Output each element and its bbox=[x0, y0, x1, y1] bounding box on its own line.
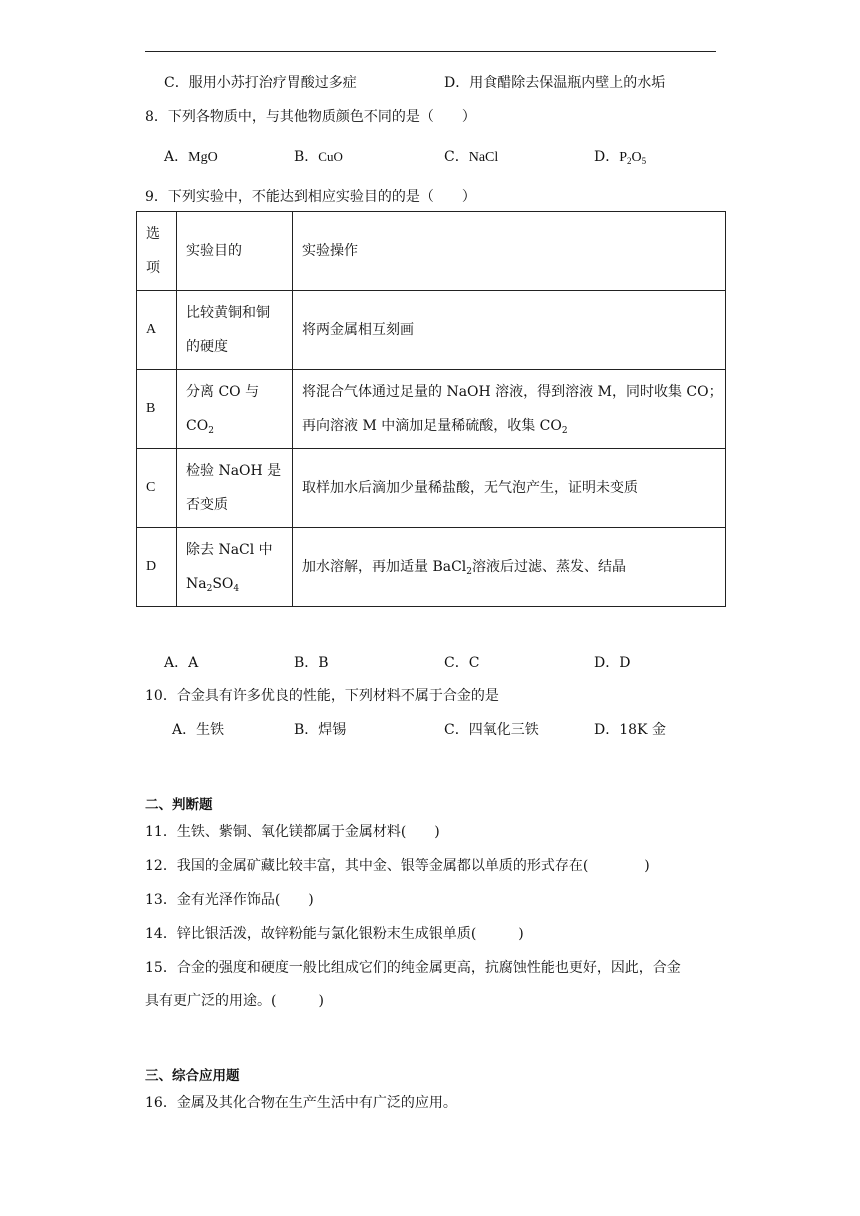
list-item: 13．金有光泽作饰品( ) bbox=[145, 892, 314, 908]
row-goal bbox=[177, 291, 293, 370]
formula-so: SO bbox=[212, 576, 234, 592]
row-key: C bbox=[137, 449, 177, 528]
q8-option-a bbox=[164, 146, 218, 166]
list-item: 14．锌比银活泼，故锌粉能与氯化银粉末生成银单质( ) bbox=[145, 926, 524, 942]
q8-option-b-letter: B． bbox=[294, 149, 319, 165]
q8-option-a-letter: A． bbox=[164, 149, 189, 165]
goal-line1: 分离 CO 与 bbox=[186, 384, 260, 400]
formula-sub-2: 2 bbox=[627, 156, 632, 166]
q8-option-d-letter: D． bbox=[594, 149, 620, 165]
goal-line2 bbox=[186, 418, 214, 434]
row-goal bbox=[177, 370, 293, 449]
row-goal bbox=[177, 449, 293, 528]
q7-option-d: D．用食醋除去保温瓶内壁上的水垢 bbox=[444, 75, 666, 91]
formula-sub: 2 bbox=[208, 426, 214, 436]
q9-option-c: C．C bbox=[444, 655, 480, 671]
table-row bbox=[137, 291, 726, 370]
list-item-continuation: 具有更广泛的用途。( ) bbox=[145, 993, 324, 1009]
header-goal: 实验目的 bbox=[177, 212, 293, 291]
q8-option-c-text: NaCl bbox=[468, 150, 499, 165]
q10-option-c: C．四氧化三铁 bbox=[444, 722, 539, 738]
table-row bbox=[137, 370, 726, 449]
operation-line2-text: 再向溶液 M 中滴加足量稀硫酸，收集 CO bbox=[302, 418, 562, 434]
operation-line2 bbox=[302, 418, 568, 434]
goal-line1: 检验 NaOH 是 bbox=[186, 463, 282, 479]
row-operation: 取样加水后滴加少量稀盐酸，无气泡产生，证明未变质 bbox=[293, 449, 726, 528]
row-operation bbox=[293, 370, 726, 449]
formula-co: CO bbox=[186, 418, 209, 434]
q8-stem: 8．下列各物质中，与其他物质颜色不同的是（ ） bbox=[145, 109, 476, 125]
list-item: 12．我国的金属矿藏比较丰富，其中金、银等金属都以单质的形式存在( ) bbox=[145, 858, 650, 874]
header-rule bbox=[145, 51, 716, 52]
q8-option-d bbox=[594, 146, 646, 166]
q10-option-d: D．18K 金 bbox=[594, 722, 666, 738]
goal-line1: 比较黄铜和铜 bbox=[186, 305, 270, 321]
q9-option-d: D．D bbox=[594, 655, 631, 671]
q10-option-b: B．焊锡 bbox=[294, 722, 347, 738]
goal-line2: 的硬度 bbox=[186, 339, 228, 355]
section3-title: 三、综合应用题 bbox=[145, 1068, 240, 1084]
header-option-line2: 项 bbox=[146, 260, 160, 276]
formula-sub: 2 bbox=[466, 567, 473, 577]
q8-option-a-text: MgO bbox=[188, 150, 218, 165]
header-option bbox=[137, 212, 177, 291]
section2-title: 二、判断题 bbox=[145, 797, 213, 813]
q8-option-b-text: CuO bbox=[318, 149, 343, 164]
formula-o: O bbox=[631, 150, 642, 165]
row-operation bbox=[293, 528, 726, 607]
goal-line2: 否变质 bbox=[186, 497, 228, 513]
list-item: 11．生铁、紫铜、氧化镁都属于金属材料( ) bbox=[145, 824, 440, 840]
goal-line1: 除去 NaCl 中 bbox=[186, 542, 273, 558]
row-key: D bbox=[137, 528, 177, 607]
q9-option-a: A．A bbox=[164, 655, 199, 671]
row-key: A bbox=[137, 291, 177, 370]
formula-sub: 4 bbox=[233, 584, 240, 594]
list-item: 15．合金的强度和硬度一般比组成它们的纯金属更高，抗腐蚀性能也更好，因此，合金 bbox=[145, 960, 681, 976]
header-option-line1: 选 bbox=[146, 226, 160, 242]
table-header-row bbox=[137, 212, 726, 291]
q10-stem: 10．合金具有许多优良的性能，下列材料不属于合金的是 bbox=[145, 688, 499, 704]
goal-line2 bbox=[186, 576, 239, 592]
q10-option-a: A．生铁 bbox=[172, 722, 225, 738]
formula-sub-5: 5 bbox=[641, 156, 647, 166]
operation-pre: 加水溶解，再加适量 BaCl bbox=[302, 559, 467, 575]
q16-stem: 16．金属及其化合物在生产生活中有广泛的应用。 bbox=[145, 1095, 457, 1111]
formula-sub: 2 bbox=[561, 426, 568, 436]
row-operation: 将两金属相互刻画 bbox=[293, 291, 726, 370]
q7-option-c: C．服用小苏打治疗胃酸过多症 bbox=[164, 75, 357, 91]
operation-post: 溶液后过滤、蒸发、结晶 bbox=[472, 559, 627, 575]
row-goal bbox=[177, 528, 293, 607]
q8-option-d-formula bbox=[619, 150, 646, 165]
q9-table bbox=[136, 211, 726, 607]
row-key: B bbox=[137, 370, 177, 449]
table-row bbox=[137, 528, 726, 607]
table-row bbox=[137, 449, 726, 528]
q9-stem: 9．下列实验中，不能达到相应实验目的的是（ ） bbox=[145, 189, 476, 205]
formula-sub: 2 bbox=[206, 584, 213, 594]
formula-na: Na bbox=[186, 576, 207, 592]
formula-p: P bbox=[619, 150, 628, 165]
header-operation: 实验操作 bbox=[293, 212, 726, 291]
q8-option-b bbox=[294, 146, 343, 166]
q9-option-b: B．B bbox=[294, 655, 329, 671]
operation-line1: 将混合气体通过足量的 NaOH 溶液，得到溶液 M，同时收集 CO； bbox=[302, 384, 723, 400]
q8-option-c-letter: C． bbox=[444, 149, 469, 165]
q8-option-c bbox=[444, 146, 498, 166]
